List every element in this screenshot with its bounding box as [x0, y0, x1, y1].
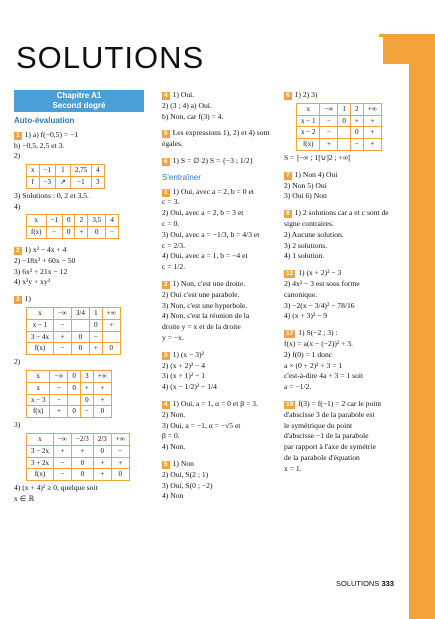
table-cell: + [89, 343, 102, 355]
solution-line: f(3) = f(−1) = 2 car le point [298, 398, 382, 408]
solution-line: 4) Non [162, 491, 184, 501]
exercise-first-line [284, 170, 404, 181]
solution-line: égales. [162, 139, 183, 149]
solution-line: S = ]−∞ ; 1[∪]2 ; +∞[ [284, 152, 351, 162]
table-row [297, 115, 382, 127]
variation-table [26, 164, 105, 189]
table-cell: −2/3 [71, 433, 93, 445]
exercise-number: 7 [286, 171, 290, 179]
table-cell: x − 3 [27, 394, 50, 406]
solution-line: 1) Non, c'est une droite. [172, 278, 246, 288]
exercise-number: 6 [164, 157, 168, 165]
exercise-block [284, 328, 404, 393]
solution-line: 1) Oui. [172, 90, 195, 99]
col3-exercises [284, 90, 404, 475]
exercise-first-line [284, 90, 404, 101]
solution-line: 4) Non, c'est la réunion de la [162, 311, 250, 321]
table-cell: x [27, 370, 50, 382]
table-cell: − [350, 139, 363, 151]
table-cell: f(x) [27, 406, 50, 418]
exercise-first-line [14, 245, 144, 256]
table-cell: 2/3 [93, 433, 111, 445]
table-cell: 3 − 2x [27, 445, 54, 457]
exercise-number: 8 [286, 210, 290, 218]
table-cell: +∞ [102, 307, 120, 319]
solution-line: 4) x²y + xy³ [14, 277, 51, 287]
solution-line: x = 1. [284, 463, 302, 473]
table-row [297, 103, 382, 115]
exercise-first-line [284, 208, 404, 219]
table-cell: 0 [71, 469, 93, 481]
column-3 [284, 90, 404, 481]
solution-line: 3) 2 solutions. [284, 240, 328, 250]
orange-corner-decoration [379, 34, 409, 64]
table-cell [68, 394, 81, 406]
solution-line: par rapport à l'axe de symétrie [284, 442, 376, 452]
column-2 [162, 90, 274, 508]
table-row [27, 227, 119, 239]
table-cell: + [363, 127, 381, 139]
table-row [27, 469, 130, 481]
exercise-number: 6 [286, 92, 290, 99]
table-cell: − [53, 319, 71, 331]
solution-line: a × (0 + 2)² + 3 = 1 [284, 360, 343, 370]
exercise-first-line [162, 187, 274, 198]
table-cell: − [111, 445, 129, 457]
table-row [27, 370, 112, 382]
exercise-first-line [162, 156, 274, 167]
solution-line: x ∈ ℝ [14, 493, 35, 503]
solution-line: 3) (x + 1)² − 1 [162, 371, 206, 381]
table-cell: 2 [75, 215, 88, 227]
table-cell: − [50, 382, 68, 394]
table-cell: − [53, 343, 71, 355]
table-cell: −∞ [53, 433, 71, 445]
solution-line: b) Non, car f(3) = 4. [162, 111, 224, 121]
solution-line: 1) Oui, a = 1, α = 0 et β = 3. [172, 398, 258, 408]
solution-line: y = −x. [162, 332, 184, 342]
table-cell: + [93, 394, 111, 406]
table-cell: 0 [68, 382, 81, 394]
table-cell: − [53, 469, 71, 481]
table-row [27, 457, 130, 469]
table-cell: + [102, 319, 120, 331]
solution-line: 1) (x − 3)² [172, 349, 204, 359]
solution-line: 2) [14, 151, 21, 161]
solution-line: 3) Oui 6) Non [284, 191, 327, 201]
table-cell: +∞ [363, 103, 381, 115]
table-cell: 0 [111, 469, 129, 481]
solution-line: 3) 6x² + 21x − 12 [14, 266, 68, 276]
table-cell: − [46, 227, 62, 239]
table-row [27, 394, 112, 406]
solution-line: 3) Oui, S(0 ; −2) [162, 480, 213, 490]
table-row [297, 139, 382, 151]
exercise-number: 1 [164, 188, 168, 196]
table-cell: −1 [39, 165, 55, 177]
exercise-first-line [162, 459, 274, 470]
table-cell: 0 [68, 370, 81, 382]
exercise-first-line [14, 130, 144, 141]
solution-line: 2) (3 ; 4) a) Oui. [162, 100, 212, 110]
solution-line: canonique. [284, 289, 318, 299]
chapter-subtitle: Second degré [52, 101, 106, 110]
variation-table [26, 370, 112, 418]
table-row [27, 406, 112, 418]
col2-exercises-b [162, 187, 274, 503]
solution-line: 3) [14, 420, 21, 430]
table-cell: + [363, 139, 381, 151]
exercise-first-line [162, 279, 274, 290]
solution-line: 1) S = ∅ 2) S = {−3 ; 1/2} [172, 155, 254, 165]
table-cell: 0 [350, 127, 363, 139]
table-cell: − [106, 227, 119, 239]
solution-line: b) −0,5, 2,5 et 3. [14, 140, 65, 150]
table-cell: + [363, 115, 381, 127]
table-cell: + [320, 139, 338, 151]
exercise-block [162, 128, 274, 150]
solution-line: 1) 2 solutions car a et c sont de [294, 208, 389, 218]
column-1 [14, 90, 144, 511]
table-row [297, 127, 382, 139]
solution-line: 2) [14, 357, 21, 367]
solution-line: 1) 2) 3) [294, 90, 318, 99]
table-cell: 0 [71, 331, 89, 343]
solution-line: 4) (x − 1/2)² − 1/4 [162, 382, 217, 392]
table-cell: + [75, 227, 88, 239]
table-cell: + [93, 469, 111, 481]
table-cell: 0 [71, 343, 89, 355]
table-cell: 3/4 [71, 307, 89, 319]
variation-table [296, 103, 382, 151]
exercise-block [284, 399, 404, 475]
table-cell: − [50, 394, 68, 406]
table-cell: x [27, 215, 47, 227]
table-cell: + [111, 457, 129, 469]
table-cell: 0 [93, 445, 111, 457]
chapter-label: Chapitre A1 [56, 91, 102, 100]
exercise-block [162, 187, 274, 273]
solution-line: 4) 1 solution. [284, 251, 325, 261]
variation-table [26, 307, 121, 355]
table-row [27, 176, 105, 188]
table-cell: +∞ [93, 370, 111, 382]
table-cell: −1 [46, 215, 62, 227]
table-cell: 0 [102, 343, 120, 355]
table-cell: −1 [70, 176, 91, 188]
table-cell: f(x) [27, 343, 54, 355]
exercise-number: 19 [286, 400, 294, 408]
solution-line: 1) Non [172, 458, 194, 468]
exercise-block [284, 90, 404, 164]
table-cell: 0 [71, 457, 93, 469]
table-cell: − [80, 406, 93, 418]
solution-line: 3) Non, c'est une hyperbole. [162, 300, 248, 310]
solution-line: de la parabole d'équation [284, 452, 360, 462]
table-cell: 3 − 4x [27, 331, 54, 343]
solution-line: 2) Non. [162, 409, 186, 419]
exercise-number: 17 [286, 330, 294, 338]
table-cell: x [27, 165, 40, 177]
table-cell: 0 [89, 319, 102, 331]
table-row [27, 307, 121, 319]
solution-line: 2) Oui, S(2 ; 1) [162, 469, 209, 479]
solution-line: β = 0. [162, 431, 180, 441]
solution-line: 2) Aucune solution. [284, 229, 344, 239]
table-row [27, 433, 130, 445]
solution-line: d'abscisse 3 de la parabole est [284, 409, 375, 419]
solution-line: 1) Oui, avec a = 2, b = 0 et [172, 186, 254, 196]
solution-line: 2) Oui c'est une parabole. [162, 289, 240, 299]
solution-line: 2) f(0) = 1 donc [284, 349, 333, 359]
table-row [27, 331, 121, 343]
auto-eval-heading: Auto-évaluation [14, 116, 75, 125]
page-number: 333 [381, 579, 394, 588]
solution-line: a = −1/2. [284, 382, 312, 392]
table-cell: 0 [80, 394, 93, 406]
table-cell: 1 [338, 103, 351, 115]
variation-table [26, 214, 119, 239]
table-cell: + [350, 115, 363, 127]
chapter-header [14, 90, 144, 112]
exercise-first-line [14, 294, 144, 305]
solution-line: 3) Solutions : 0, 2 et 3,5. [14, 190, 89, 200]
exercise-block [284, 208, 404, 262]
exercise-number: 1 [16, 131, 20, 139]
exercise-first-line [284, 268, 404, 279]
exercise-number: 12 [286, 270, 294, 278]
table-cell: 0 [93, 406, 111, 418]
solution-line: c = 3. [162, 197, 180, 207]
table-cell: 0 [62, 227, 75, 239]
table-cell: 1 [89, 307, 102, 319]
col2-exercises-a [162, 90, 274, 167]
table-cell: 3,5 [88, 215, 106, 227]
table-cell: + [93, 382, 111, 394]
exercise-block [162, 279, 274, 344]
exercise-first-line [162, 128, 274, 139]
solution-line: c'est-à-dire 4a + 3 = 1 soit [284, 371, 364, 381]
table-cell: − [53, 457, 71, 469]
table-cell: 1 [55, 165, 70, 177]
table-cell: 0 [338, 115, 351, 127]
exercise-block [14, 294, 144, 505]
table-cell: 4 [92, 165, 105, 177]
table-cell: f(x) [297, 139, 320, 151]
exercise-block [162, 459, 274, 502]
exercise-first-line [284, 328, 404, 339]
table-cell: + [50, 406, 68, 418]
table-cell: x [27, 307, 54, 319]
table-cell: − [320, 127, 338, 139]
col1-exercises [14, 130, 144, 505]
solution-line: 3) −2(x − 3/4)² − 78/16 [284, 300, 355, 310]
exercise-block [162, 90, 274, 122]
table-cell: 3 + 2x [27, 457, 54, 469]
table-cell: − [320, 115, 338, 127]
table-cell: + [80, 382, 93, 394]
table-row [27, 343, 121, 355]
exercise-block [14, 245, 144, 288]
exercise-number: 3 [16, 296, 20, 304]
table-cell: −∞ [320, 103, 338, 115]
solution-line: 1) Non 4) Oui [294, 169, 338, 179]
table-cell: x − 2 [297, 127, 320, 139]
table-cell: f(x) [27, 469, 54, 481]
table-cell: f [27, 176, 40, 188]
table-cell: ↗ [55, 176, 70, 188]
entrainer-heading: S'entraîner [162, 172, 201, 182]
exercise-block [162, 399, 274, 453]
table-cell: 0 [88, 227, 106, 239]
table-row [27, 215, 119, 227]
solution-line: 4) (x + 4)² ≥ 0, quelque soit [14, 483, 98, 493]
solution-line: 1) [24, 294, 31, 304]
exercise-first-line [162, 90, 274, 101]
exercise-first-line [284, 399, 404, 410]
table-cell: x − 1 [27, 319, 54, 331]
table-cell: x [27, 433, 54, 445]
exercise-number: 3 [164, 351, 168, 359]
exercise-block [284, 170, 404, 202]
solution-line: c = 2/3. [162, 240, 186, 250]
table-cell: +∞ [111, 433, 129, 445]
orange-side-bar [409, 34, 435, 619]
solution-line: droite y = x et de la droite [162, 322, 241, 332]
exercise-first-line [162, 399, 274, 410]
exercise-block [284, 268, 404, 322]
solution-line: 2) 4x² − 3 est sous forme [284, 278, 360, 288]
table-cell: 3 [80, 370, 93, 382]
table-cell: + [71, 445, 93, 457]
solution-line: 2) Non 5) Oui [284, 180, 327, 190]
solution-line: c = 1/2. [162, 262, 186, 272]
exercise-block [14, 130, 144, 239]
table-row [27, 382, 112, 394]
solution-line: 2) Oui, avec a = 2, b = 3 et [162, 208, 244, 218]
exercise-number: 2 [16, 246, 20, 254]
solution-line: 4) [14, 201, 21, 211]
table-row [27, 445, 130, 457]
solution-line: 4) Non. [162, 442, 186, 452]
solution-line: Les expressions 1), 2) et 4) sont [172, 128, 270, 138]
table-cell: −∞ [50, 370, 68, 382]
table-cell [338, 127, 351, 139]
exercise-block [162, 350, 274, 393]
solution-line: 1) a) f(−0,5) = −1 [24, 129, 79, 139]
table-cell [338, 139, 351, 151]
solution-line: c = 0. [162, 218, 180, 228]
table-cell: 2,75 [70, 165, 91, 177]
table-cell: 2 [350, 103, 363, 115]
solution-line: 1) (x + 2)² − 3 [298, 268, 342, 278]
table-cell: + [93, 457, 111, 469]
solution-line: 2) (x + 2)² − 4 [162, 360, 206, 370]
variation-table [26, 433, 130, 481]
solution-line: signe contraires. [284, 218, 334, 228]
table-cell [71, 319, 89, 331]
solution-line: 4) Oui, avec a = 1, b = −4 et [162, 251, 248, 261]
table-cell: 4 [106, 215, 119, 227]
table-cell: 3 [92, 176, 105, 188]
solution-line: 3) Oui, avec a = −1/3, b = 4/3 et [162, 229, 260, 239]
exercise-number: 4 [164, 400, 168, 408]
solution-line: le symétrique du point [284, 420, 353, 430]
table-cell: −∞ [53, 307, 71, 319]
solution-line: 4) (x + 3)² − 9 [284, 311, 328, 321]
table-cell: 0 [68, 406, 81, 418]
table-cell: 0 [62, 215, 75, 227]
exercise-number: 2 [164, 280, 168, 288]
exercise-number: 4 [164, 92, 168, 99]
solution-line: 2) −18x³ + 60x − 50 [14, 255, 76, 265]
exercise-number: 5 [164, 460, 168, 468]
solution-line: 3) Oui, a = −1, α = −√5 et [162, 420, 241, 430]
table-row [27, 165, 105, 177]
table-cell: f(x) [27, 227, 47, 239]
solution-line: d'abscisse −1 de la parabole [284, 431, 369, 441]
exercise-block [162, 156, 274, 167]
page-footer [336, 579, 394, 588]
table-cell: x [297, 103, 320, 115]
footer-label: SOLUTIONS [336, 579, 380, 588]
table-cell: x − 1 [297, 115, 320, 127]
exercise-number: 5 [164, 130, 168, 138]
table-cell [102, 331, 120, 343]
table-cell: + [53, 445, 71, 457]
table-cell: x [27, 382, 50, 394]
solution-line: f(x) = a(x − (−2))² + 3. [284, 338, 353, 348]
table-row [27, 319, 121, 331]
table-cell: −3 [39, 176, 55, 188]
page-title: SOLUTIONS [16, 40, 205, 75]
table-cell: + [53, 331, 71, 343]
table-cell: − [89, 331, 102, 343]
solution-line: 1) S(−2 ; 3) : [298, 328, 338, 338]
solution-line: 1) x² − 4x + 4 [24, 244, 67, 254]
exercise-first-line [162, 350, 274, 361]
